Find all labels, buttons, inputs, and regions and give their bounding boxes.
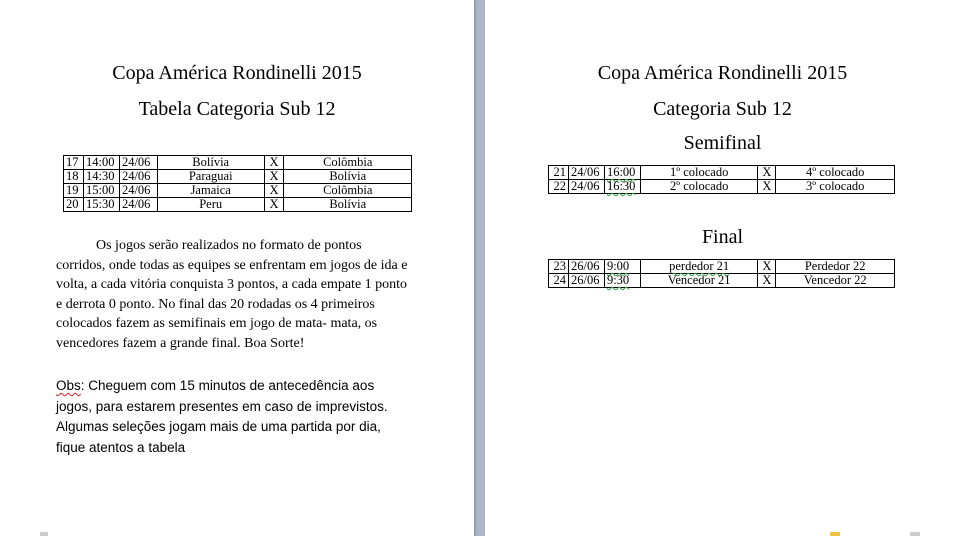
- final-heading: Final: [701, 226, 744, 248]
- home-team: 2º colocado: [640, 180, 758, 194]
- game-time: 15:30: [83, 198, 119, 212]
- status-marker-icon: [830, 532, 840, 536]
- page-subtitle: Tabela Categoria Sub 12: [138, 98, 336, 120]
- game-date: 24/06: [119, 170, 157, 184]
- game-date: 24/06: [119, 184, 157, 198]
- game-number: 23: [549, 260, 569, 274]
- game-time: 15:00: [83, 184, 119, 198]
- table-row: [64, 198, 412, 212]
- home-team: Paraguai: [157, 170, 264, 184]
- away-team: Colômbia: [284, 156, 412, 170]
- game-number: 20: [64, 198, 84, 212]
- game-number: 24: [549, 274, 569, 288]
- game-date: 26/06: [568, 274, 604, 288]
- document-page-left: [0, 0, 474, 536]
- game-date: 24/06: [568, 166, 604, 180]
- game-date: 24/06: [568, 180, 604, 194]
- game-time: 16:30: [604, 180, 640, 194]
- group-games-table: [63, 155, 412, 212]
- ruler-mark: [910, 532, 920, 536]
- document-page-right: [485, 0, 960, 536]
- away-team: Perdedor 22: [776, 260, 895, 274]
- obs-text: : Cheguem com 15 minutos de antecedência aos jogos, para estarem presentes em caso de imprevistos. Algumas seleções jogam mais de uma partida por dia, fique atentos a tabela: [56, 378, 388, 455]
- semifinal-table: [548, 165, 895, 194]
- away-team: 3º colocado: [776, 180, 895, 194]
- game-date: 24/06: [119, 156, 157, 170]
- away-team: 4º colocado: [776, 166, 895, 180]
- versus-mark: X: [264, 170, 284, 184]
- versus-mark: X: [758, 260, 776, 274]
- table-row: [64, 156, 412, 170]
- home-team: Bolívia: [157, 156, 264, 170]
- game-date: 26/06: [568, 260, 604, 274]
- game-time: 9:30: [604, 274, 640, 288]
- game-time: 14:30: [83, 170, 119, 184]
- game-number: 22: [549, 180, 569, 194]
- page-title: Copa América Rondinelli 2015: [112, 62, 362, 84]
- versus-mark: X: [264, 184, 284, 198]
- home-team: 1º colocado: [640, 166, 758, 180]
- game-time: 16:00: [604, 166, 640, 180]
- home-team: Vencedor 21: [640, 274, 758, 288]
- final-table: [548, 259, 895, 288]
- versus-mark: X: [264, 198, 284, 212]
- table-row: [549, 274, 895, 288]
- observation-note: [56, 376, 408, 458]
- home-team: Peru: [157, 198, 264, 212]
- game-time: 9:00: [604, 260, 640, 274]
- ruler-mark: [40, 532, 48, 536]
- rules-paragraph: Os jogos serão realizados no formato de pontos corridos, onde todas as equipes se enfrentam em jogos de ida e volta, a cada vitória conquista 3 pontos, a cada empate 1 ponto e derrota 0 ponto. No final das 20 rodadas os 4 primeiros colocados fazem as semifinais em jogo de mata- mata, os vencedores fazem a grande final. Boa Sorte!: [56, 238, 408, 351]
- versus-mark: X: [758, 274, 776, 288]
- game-time: 14:00: [83, 156, 119, 170]
- versus-mark: X: [758, 166, 776, 180]
- semifinal-heading: Semifinal: [683, 132, 762, 154]
- table-row: [549, 260, 895, 274]
- away-team: Bolívia: [284, 198, 412, 212]
- game-number: 19: [64, 184, 84, 198]
- home-team: Jamaica: [157, 184, 264, 198]
- versus-mark: X: [758, 180, 776, 194]
- table-row: [549, 166, 895, 180]
- home-team: perdedor 21: [640, 260, 758, 274]
- game-date: 24/06: [119, 198, 157, 212]
- versus-mark: X: [264, 156, 284, 170]
- game-number: 21: [549, 166, 569, 180]
- away-team: Vencedor 22: [776, 274, 895, 288]
- game-number: 17: [64, 156, 84, 170]
- game-number: 18: [64, 170, 84, 184]
- away-team: Bolívia: [284, 170, 412, 184]
- table-row: [64, 184, 412, 198]
- table-row: [64, 170, 412, 184]
- obs-label: Obs: [56, 378, 81, 393]
- page-subtitle: Categoria Sub 12: [653, 98, 792, 120]
- page-title: Copa América Rondinelli 2015: [597, 62, 848, 84]
- away-team: Colômbia: [284, 184, 412, 198]
- table-row: [549, 180, 895, 194]
